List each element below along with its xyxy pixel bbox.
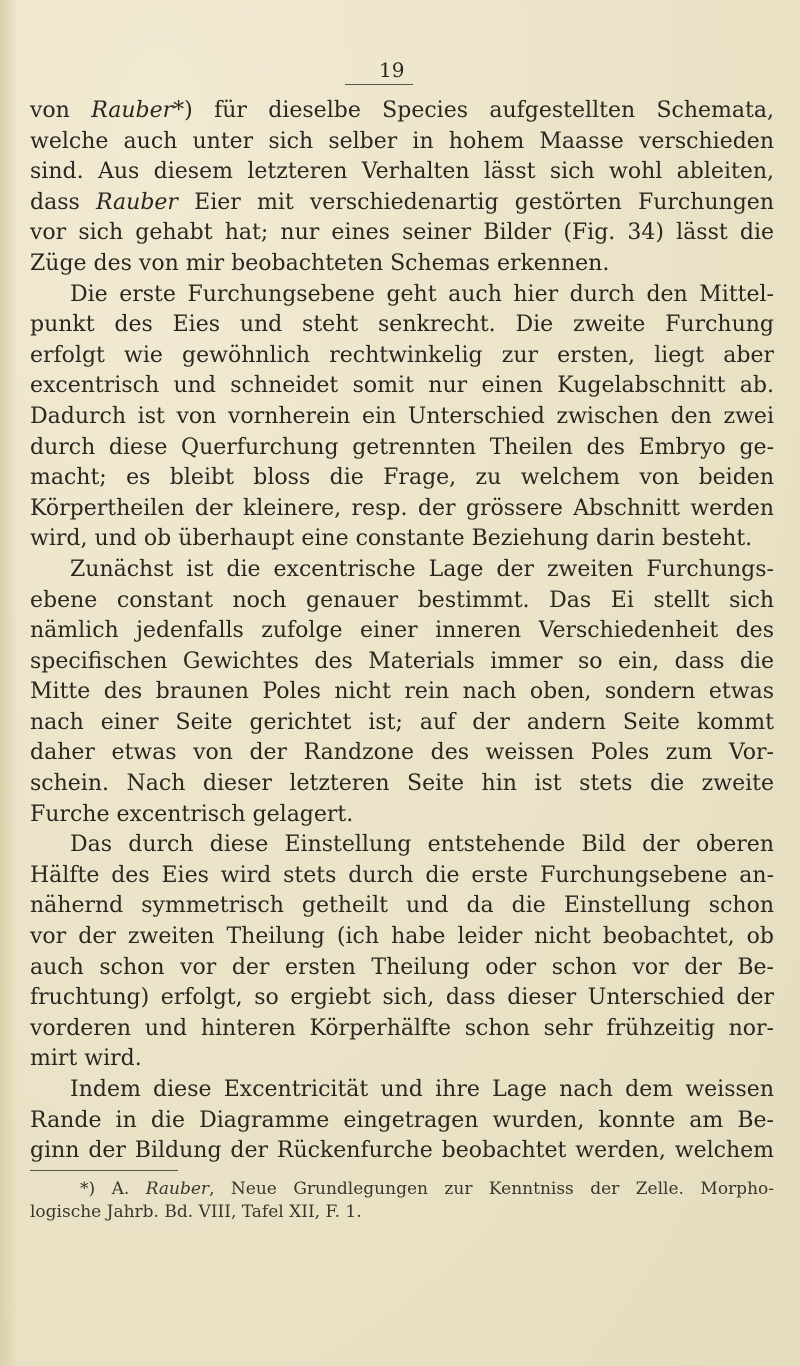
text-line: Hälfte des Eies wird stets durch die erste Furchungsebene an- — [30, 862, 774, 888]
text-line: erfolgt wie gewöhnlich rechtwinkelig zur ersten, liegt aber — [30, 342, 774, 368]
text-line: nach einer Seite gerichtet ist; auf der andern Seite kommt — [30, 709, 774, 735]
text-segment: dass — [30, 189, 96, 215]
text-line: macht; es bleibt bloss die Frage, zu welchem von beiden — [30, 465, 774, 491]
text-line: Das durch diese Einstellung entstehende Bild der oberen — [70, 832, 774, 858]
text-line: Indem diese Excentricität und ihre Lage nach dem weissen — [70, 1077, 774, 1102]
text-segment: Eier mit verschiedenartig gestörten Furchungen — [177, 189, 774, 215]
text-line: welche auch unter sich selber in hohem Maasse verschieden — [30, 128, 774, 154]
text-line: Rande in die Diagramme eingetragen wurden, konnte am Be- — [30, 1107, 774, 1133]
text-line: Körpertheilen der kleinere, resp. der grössere Abschnitt werden — [30, 495, 774, 521]
paragraph — [30, 96, 774, 280]
text-line: punkt des Eies und steht senkrecht. Die zweite Furchung — [30, 312, 774, 338]
text-line: sind. Aus diesem letzteren Verhalten lässt sich wohl ableiten, — [30, 159, 774, 185]
text-line — [30, 96, 774, 127]
text-line: vor sich gehabt hat; nur eines seiner Bilder (Fig. 34) lässt die — [30, 220, 774, 246]
footnote-rule — [30, 1170, 178, 1171]
paragraph — [30, 830, 774, 1075]
text-line: Die erste Furchungsebene geht auch hier durch den Mittel- — [70, 281, 774, 307]
text-segment: *) für dieselbe Species aufgestellten Schemata, — [173, 98, 774, 123]
text-line: daher etwas von der Randzone des weissen Poles zum Vor- — [30, 740, 774, 766]
text-line: vorderen und hinteren Körperhälfte schon sehr frühzeitig nor- — [30, 1015, 774, 1041]
text-line: Züge des von mir beobachteten Schemas erkennen. — [30, 250, 610, 276]
paragraph — [30, 1075, 774, 1167]
text-line: Zunächst ist die excentrische Lage der zweiten Furchungs- — [70, 556, 774, 582]
text-line: specifischen Gewichtes des Materials immer so ein, dass die — [30, 648, 774, 674]
text-segment: von — [30, 98, 92, 123]
text-segment: , Neue Grundlegungen zur Kenntniss der Zelle. Morpho- — [209, 1179, 774, 1199]
text-line: Dadurch ist von vornherein ein Unterschied zwischen den zwei — [30, 403, 774, 429]
page-edge-shadow — [0, 0, 18, 1366]
text-line: wird, und ob überhaupt eine constante Beziehung darin besteht. — [30, 526, 753, 552]
italic-name: Rauber — [91, 98, 174, 123]
page-number-rule — [345, 84, 413, 85]
text-segment: *) A. — [80, 1179, 146, 1199]
text-line: schein. Nach dieser letzteren Seite hin ist stets die zweite — [30, 771, 774, 797]
text-line: logische Jahrb. Bd. VIII, Tafel XII, F. 1. — [30, 1202, 362, 1222]
text-line: auch schon vor der ersten Theilung oder schon vor der Be- — [30, 954, 774, 980]
text-line: durch diese Querfurchung getrennten Theilen des Embryo ge- — [30, 434, 774, 460]
italic-name: Rauber — [95, 189, 178, 215]
text-line: Mitte des braunen Poles nicht rein nach oben, sondern etwas — [30, 679, 774, 705]
page-number: 19 — [379, 58, 405, 82]
text-line: fruchtung) erfolgt, so ergiebt sich, dass dieser Unterschied der — [30, 985, 774, 1011]
text-line: Furche excentrisch gelagert. — [30, 801, 354, 827]
text-line — [30, 1178, 774, 1201]
text-line: excentrisch und schneidet somit nur einen Kugelabschnitt ab. — [30, 373, 774, 399]
text-line: mirt wird. — [30, 1046, 142, 1072]
text-line: nämlich jedenfalls zufolge einer inneren Verschiedenheit des — [30, 618, 774, 644]
paragraph — [30, 280, 774, 555]
paragraph — [30, 555, 774, 830]
footnote — [30, 1178, 774, 1224]
text-line: nähernd symmetrisch getheilt und da die Einstellung schon — [30, 893, 774, 919]
body-text — [30, 96, 774, 1167]
italic-name: Rauber — [145, 1179, 210, 1199]
text-line: vor der zweiten Theilung (ich habe leider nicht beobachtet, ob — [30, 924, 774, 950]
text-line: ginn der Bildung der Rückenfurche beobachtet werden, welchem — [30, 1138, 774, 1164]
text-line: ebene constant noch genauer bestimmt. Das Ei stellt sich — [30, 587, 774, 613]
text-line — [30, 188, 774, 219]
